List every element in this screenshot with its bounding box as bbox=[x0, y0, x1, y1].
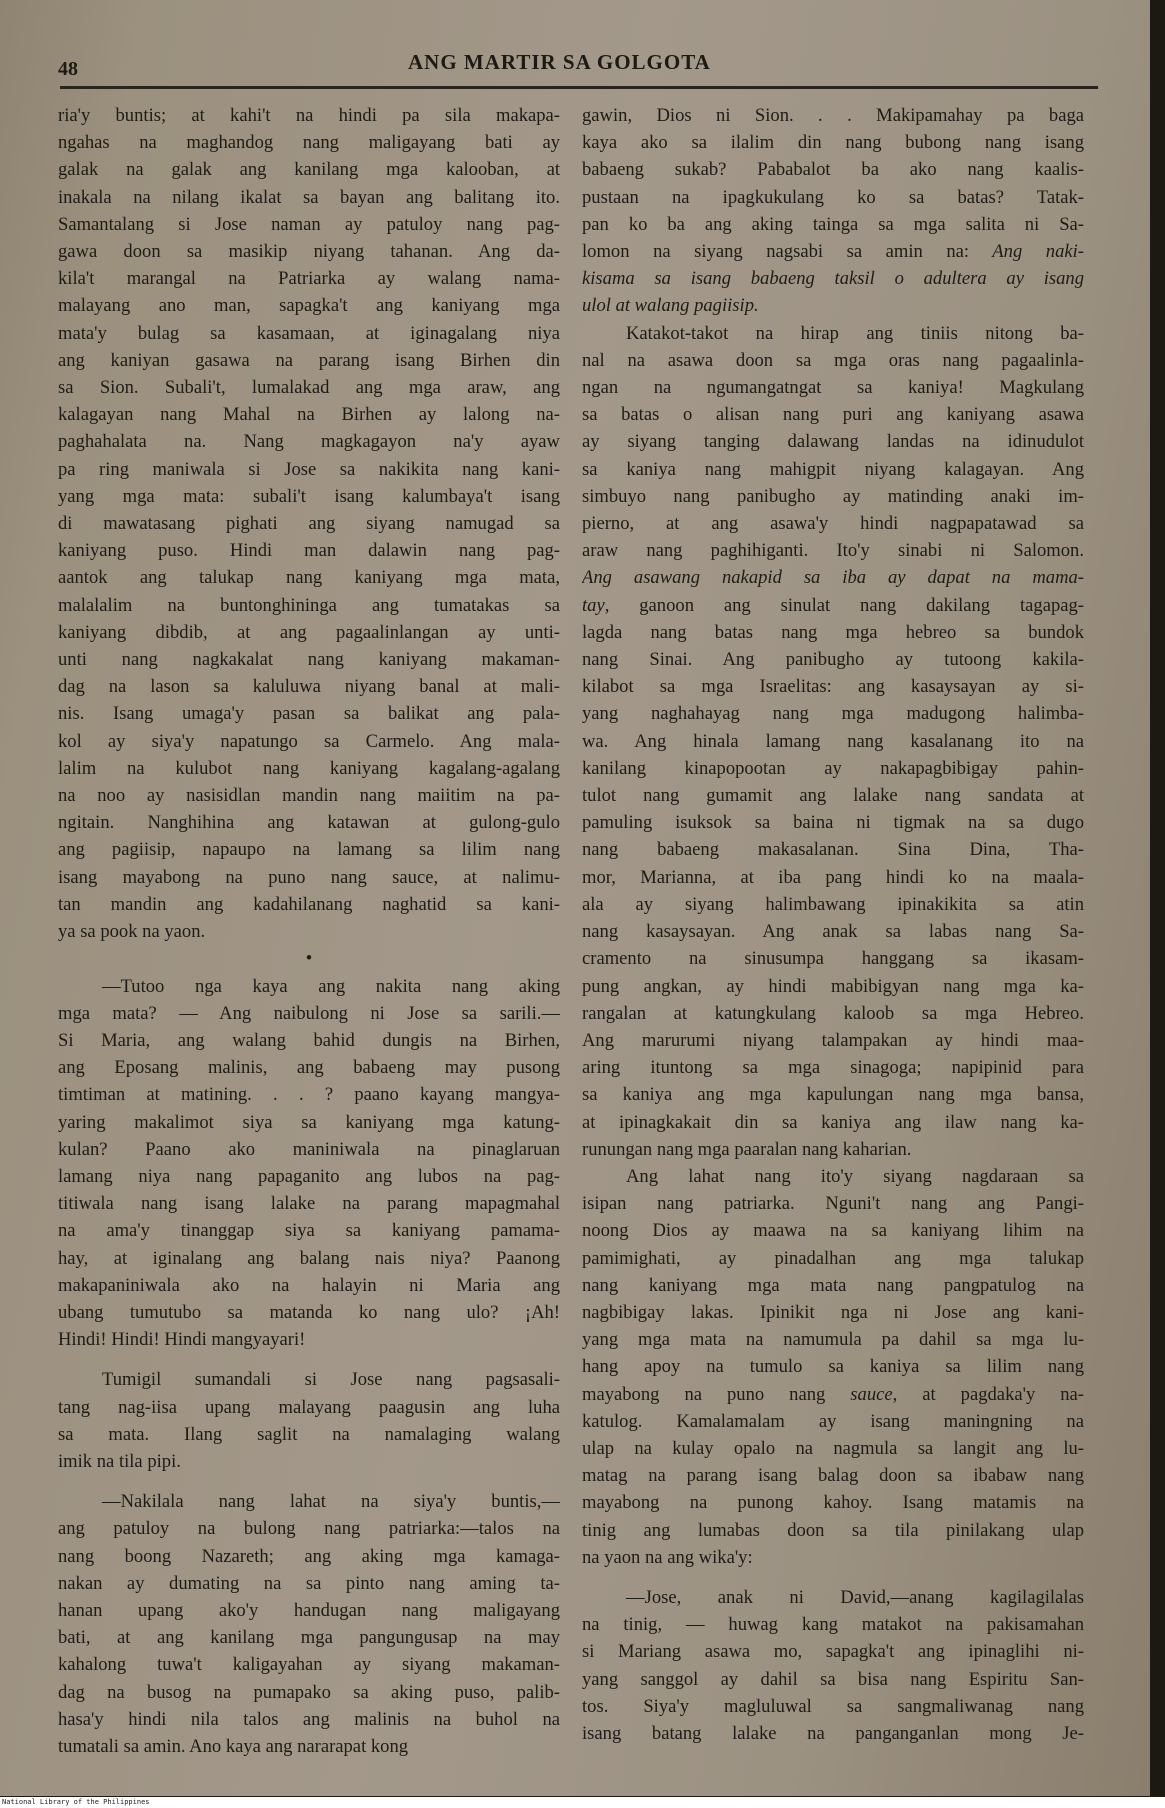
line-text: tan mandin ang kadahilanang naghatid sa kani- bbox=[58, 893, 560, 915]
text-line bbox=[582, 755, 1084, 782]
line-text: yang naghahayag nang mga madugong halimba- bbox=[582, 703, 1084, 725]
text-line bbox=[582, 1326, 1084, 1353]
text-line bbox=[582, 1571, 1084, 1584]
line-text: mata'y bulag sa kasamaan, at iginagalang niya bbox=[58, 322, 560, 344]
line-text: tinig ang lumabas doon sa tila pinilakang ulap bbox=[582, 1519, 1084, 1541]
line-text: bati, at ang kanilang mga pangungusap na may bbox=[58, 1627, 560, 1649]
line-text: nang babaeng makasalanan. Sina Dina, Tha- bbox=[582, 839, 1084, 861]
text-line bbox=[58, 156, 560, 183]
line-text: galak na galak ang kanilang mga kalooban, at bbox=[58, 159, 560, 181]
text-line bbox=[58, 619, 560, 646]
line-text: , ganoon ang sinulat nang dakilang tagapag- bbox=[604, 594, 1084, 616]
text-line bbox=[58, 646, 560, 673]
text-line bbox=[582, 1489, 1084, 1516]
text-line bbox=[582, 1381, 1084, 1408]
page-header bbox=[58, 46, 1098, 86]
text-line bbox=[58, 428, 560, 455]
text-line bbox=[582, 1544, 1084, 1571]
text-line bbox=[582, 891, 1084, 918]
text-line bbox=[58, 1366, 560, 1393]
text-line bbox=[582, 564, 1084, 591]
line-text: ay siyang tanging dalawang landas na idinudulot bbox=[582, 431, 1084, 453]
line-text: kanilang kinapopootan ay nakapagbibigay pahin- bbox=[582, 757, 1084, 779]
italic-text: Ang naki- bbox=[969, 241, 1084, 263]
text-line bbox=[582, 374, 1084, 401]
text-line bbox=[582, 1000, 1084, 1027]
line-text: ya sa pook na yaon. bbox=[58, 921, 206, 943]
line-text: kahalong tuwa't kaligayahan ay siyang makaman- bbox=[58, 1654, 560, 1676]
line-text: imik na tila pipi. bbox=[58, 1450, 181, 1472]
text-line bbox=[582, 728, 1084, 755]
line-text: hang apoy na tumulo sa kaniya sa lilim nang bbox=[582, 1356, 1084, 1378]
text-line bbox=[582, 864, 1084, 891]
text-line bbox=[582, 102, 1084, 129]
line-text: ang pagiisip, napaupo na lamang sa lilim nang bbox=[58, 839, 560, 861]
text-line bbox=[582, 945, 1084, 972]
line-text: nagbibigay lakas. Ipinikit nga ni Jose ang kani- bbox=[582, 1301, 1084, 1323]
text-line bbox=[582, 1408, 1084, 1435]
line-text: pan ko ba ang aking tainga sa mga salita ni Sa- bbox=[582, 213, 1084, 235]
text-line bbox=[58, 1488, 560, 1515]
text-line bbox=[58, 1624, 560, 1651]
text-line bbox=[58, 973, 560, 1000]
text-line bbox=[582, 1245, 1084, 1272]
line-text: noong Dios ay maawa na sa kaniyang lihim na bbox=[582, 1220, 1084, 1242]
text-line bbox=[58, 1027, 560, 1054]
line-text: nang Sinai. Ang panibugho ay tutoong kakila- bbox=[582, 649, 1084, 671]
line-text: yang mga mata: subali't isang kalumbaya't isang bbox=[58, 485, 560, 507]
line-text: titiwala nang isang lalake na parang mapagmahal bbox=[58, 1193, 560, 1215]
text-line bbox=[582, 510, 1084, 537]
text-line bbox=[58, 809, 560, 836]
line-text: nang kaniyang mga mata nang pangpatulog na bbox=[582, 1274, 1084, 1296]
line-text: ria'y buntis; at kahi't na hindi pa sila makapa- bbox=[58, 105, 560, 126]
line-text: dag na lason sa kaluluwa niyang banal at mali- bbox=[58, 676, 560, 698]
line-text: matag na parang isang balag doon sa ibabaw nang bbox=[582, 1465, 1084, 1487]
line-text: si Mariang asawa mo, sapagka't ang ipinaglihi ni- bbox=[582, 1641, 1084, 1663]
line-text: paghahalata na. Nang magkagayon na'y ayaw bbox=[58, 431, 560, 453]
line-text: mayabong na punong kahoy. Isang matamis na bbox=[582, 1492, 1084, 1514]
line-text: katulog. Kamalamalam ay isang maningning na bbox=[582, 1410, 1084, 1432]
page-number: 48 bbox=[58, 58, 78, 80]
text-line bbox=[58, 564, 560, 591]
line-text: simbuyo nang panibugho ay matinding anaki im- bbox=[582, 485, 1084, 507]
text-line bbox=[582, 1611, 1084, 1638]
text-line bbox=[582, 592, 1084, 619]
line-text: ala ay siyang halimbawang ipinakikita sa atin bbox=[582, 893, 1084, 915]
line-text: ang Eposang malinis, ang babaeng may pusong bbox=[58, 1057, 560, 1079]
line-text: lalim na kulubot nang kaniyang kagalang-agalang bbox=[58, 757, 560, 779]
line-text: pamimighati, ay pinadalhan ang mga talukap bbox=[582, 1247, 1084, 1269]
line-text: pierno, at ang asawa'y hindi nagpapatawad sa bbox=[582, 513, 1084, 535]
line-text: hanan upang ako'y handugan nang maligayang bbox=[58, 1599, 560, 1621]
line-text: inakala na nilang ikalat sa bayan ang balitang ito. bbox=[58, 186, 560, 208]
line-text: • bbox=[305, 948, 313, 970]
line-text: malalalim na buntonghininga ang tumatakas sa bbox=[58, 594, 560, 616]
line-text: Ang marurumi niyang talampakan ay hindi maa- bbox=[582, 1029, 1084, 1051]
text-line bbox=[582, 1720, 1084, 1747]
line-text: —Jose, anak ni David,—anang kagilagilalas bbox=[626, 1586, 1084, 1608]
text-line bbox=[582, 265, 1084, 292]
text-line bbox=[58, 836, 560, 863]
text-line bbox=[58, 1679, 560, 1706]
text-line bbox=[58, 1081, 560, 1108]
line-text: pustaan na ipagkukulang ko sa batas? Tatak- bbox=[582, 186, 1084, 208]
line-text: ubang tumutubo sa matanda ko nang ulo? ¡Ah! bbox=[58, 1301, 560, 1323]
line-text: babaeng sukab? Pababalot ba ako nang kaalis- bbox=[582, 159, 1084, 181]
line-text: Hindi! Hindi! Hindi mangyayari! bbox=[58, 1329, 306, 1351]
text-line bbox=[582, 973, 1084, 1000]
line-text: malayang ano man, sapagka't ang kaniyang mga bbox=[58, 295, 560, 317]
line-text: sa batas o alisan nang puri ang kaniyang asawa bbox=[582, 404, 1084, 426]
italic-text: sauce bbox=[825, 1383, 893, 1405]
text-line bbox=[582, 401, 1084, 428]
line-text: kila't marangal na Patriarka ay walang nama- bbox=[58, 268, 560, 290]
text-line bbox=[58, 1272, 560, 1299]
text-line bbox=[582, 456, 1084, 483]
text-line bbox=[582, 673, 1084, 700]
line-text: timtiman at matining. . . ? paano kayang mangya- bbox=[58, 1084, 560, 1106]
text-line bbox=[58, 129, 560, 156]
line-text: yang mga mata na namumula pa dahil sa mga lu- bbox=[582, 1329, 1084, 1351]
text-line bbox=[582, 428, 1084, 455]
text-line bbox=[582, 700, 1084, 727]
text-line bbox=[58, 292, 560, 319]
text-line bbox=[582, 1666, 1084, 1693]
text-line bbox=[582, 1163, 1084, 1190]
text-line bbox=[58, 1475, 560, 1488]
line-text: gawin, Dios ni Sion. . . Makipamahay pa baga bbox=[582, 105, 1084, 126]
right-column bbox=[582, 102, 1084, 1747]
text-line bbox=[58, 673, 560, 700]
line-text: kol ay siya'y napatungo sa Carmelo. Ang mala- bbox=[58, 730, 560, 752]
text-line bbox=[582, 1054, 1084, 1081]
line-text: Si Maria, ang walang bahid dungis na Birhen, bbox=[58, 1029, 560, 1051]
line-text: mor, Marianna, at iba pang hindi ko na maala- bbox=[582, 866, 1084, 888]
line-text: ngahas na maghandog nang maligayang bati ay bbox=[58, 132, 560, 154]
line-text: runungan nang mga paaralan nang kaharian. bbox=[582, 1138, 912, 1160]
line-text: nang kasaysayan. Ang anak sa labas nang Sa- bbox=[582, 921, 1084, 943]
line-text: aring ituntong sa mga sinagoga; napipinid para bbox=[582, 1057, 1084, 1079]
line-text: —Tutoo nga kaya ang nakita nang aking bbox=[102, 975, 560, 997]
line-text: na tinig, — huwag kang matakot na pakisamahan bbox=[582, 1614, 1084, 1636]
italic-text: ulol at walang pagiisip. bbox=[582, 295, 759, 317]
text-line bbox=[58, 945, 560, 972]
text-line bbox=[58, 1109, 560, 1136]
line-text: araw nang paghihiganti. Ito'y sinabi ni Salomon. bbox=[582, 540, 1084, 562]
text-line bbox=[58, 1515, 560, 1542]
text-line bbox=[582, 1517, 1084, 1544]
line-text: cramento na sinusumpa hanggang sa ikasam- bbox=[582, 948, 1084, 970]
text-line bbox=[582, 1584, 1084, 1611]
text-line bbox=[58, 510, 560, 537]
line-text: nis. Isang umaga'y pasan sa balikat ang pala- bbox=[58, 703, 560, 725]
text-line bbox=[58, 1326, 560, 1353]
line-text: makapaniniwala ako na halayin ni Maria ang bbox=[58, 1274, 560, 1296]
line-text: kulan? Paano ako maniniwala na pinaglaruan bbox=[58, 1138, 560, 1160]
text-line bbox=[582, 238, 1084, 265]
line-text: nang boong Nazareth; ang aking mga kamaga- bbox=[58, 1545, 560, 1567]
text-line bbox=[58, 456, 560, 483]
line-text: sa kaniya ang mga kapulungan nang mga bansa, bbox=[582, 1084, 1084, 1106]
text-line bbox=[58, 1054, 560, 1081]
text-line bbox=[58, 1394, 560, 1421]
text-line bbox=[58, 1299, 560, 1326]
text-line bbox=[582, 156, 1084, 183]
text-line bbox=[58, 918, 560, 945]
line-text: lagda nang batas nang mga hebreo sa bundok bbox=[582, 621, 1084, 643]
text-line bbox=[58, 1733, 560, 1760]
text-line bbox=[582, 1272, 1084, 1299]
text-line bbox=[582, 809, 1084, 836]
line-text: na yaon na ang wika'y: bbox=[582, 1546, 753, 1568]
text-line bbox=[582, 1217, 1084, 1244]
text-line bbox=[58, 1217, 560, 1244]
text-line bbox=[582, 1638, 1084, 1665]
text-line bbox=[58, 265, 560, 292]
text-line bbox=[58, 320, 560, 347]
line-text: mayabong na puno nang bbox=[582, 1383, 826, 1405]
text-line bbox=[582, 184, 1084, 211]
line-text: pamuling isuksok sa baina ni tigmak na sa dugo bbox=[582, 812, 1084, 834]
text-line bbox=[582, 1299, 1084, 1326]
text-line bbox=[58, 1245, 560, 1272]
line-text: kaniyang puso. Hindi man dalawin nang pag- bbox=[58, 540, 560, 562]
text-line bbox=[58, 211, 560, 238]
italic-text: kisama sa isang babaeng taksil o adultera ay isang bbox=[582, 268, 1084, 290]
line-text: Samantalang si Jose naman ay patuloy nang pag- bbox=[58, 213, 560, 235]
text-line bbox=[582, 836, 1084, 863]
text-line bbox=[58, 1448, 560, 1475]
line-text: isang batang lalake na panganganlan mong Je- bbox=[582, 1722, 1084, 1744]
text-line bbox=[58, 1000, 560, 1027]
line-text: pa ring maniwala si Jose sa nakikita nang kani- bbox=[58, 458, 560, 480]
text-line bbox=[582, 1693, 1084, 1720]
text-line bbox=[58, 401, 560, 428]
text-line bbox=[58, 483, 560, 510]
text-line bbox=[58, 1651, 560, 1678]
text-line bbox=[58, 238, 560, 265]
text-line bbox=[582, 292, 1084, 319]
line-text: na noo ay nasisidlan mandin nang maiitim na pa- bbox=[58, 785, 560, 807]
text-line bbox=[58, 1543, 560, 1570]
line-text: kaniyang dibdib, at ang pagaalinlangan ay unti- bbox=[58, 621, 560, 643]
line-text: isang mayabong na puno nang sauce, at nalimu- bbox=[58, 866, 560, 888]
line-text: hay, at iginalang ang balang nais niya? Paanong bbox=[58, 1247, 560, 1269]
line-text: Katakot-takot na hirap ang tiniis nitong ba- bbox=[626, 322, 1084, 344]
text-line bbox=[582, 483, 1084, 510]
text-line bbox=[58, 1163, 560, 1190]
library-credit: National Library of the Philippines bbox=[0, 1797, 1165, 1808]
line-text: ngitain. Nanghihina ang katawan at gulong-gulo bbox=[58, 812, 560, 834]
line-text: hasa'y hindi nila talos ang malinis na buhol na bbox=[58, 1708, 560, 1730]
text-line bbox=[58, 891, 560, 918]
italic-text: Ang asawang nakapid sa iba ay dapat na mama- bbox=[582, 567, 1084, 589]
line-text: wa. Ang hinala lamang nang kasalanang ito na bbox=[582, 730, 1084, 752]
line-text: kilabot sa mga Israelitas: ang kasaysayan ay si- bbox=[582, 676, 1084, 698]
line-text: mga mata? — Ang naibulong ni Jose sa sarili.— bbox=[58, 1002, 560, 1024]
text-line bbox=[582, 1136, 1084, 1163]
text-line bbox=[58, 755, 560, 782]
header-rule bbox=[60, 86, 1098, 89]
line-text: sa kaniya nang mahigpit niyang kalagayan. Ang bbox=[582, 458, 1084, 480]
text-line bbox=[58, 102, 560, 129]
text-line bbox=[582, 1109, 1084, 1136]
line-text: ang kaniyan gasawa na parang isang Birhen din bbox=[58, 349, 560, 371]
line-text: dag na busog na pumapako sa aking puso, palib- bbox=[58, 1681, 560, 1703]
line-text: Tumigil sumandali si Jose nang pagsasali- bbox=[102, 1369, 560, 1391]
line-text: unti nang nagkakalat nang kaniyang makaman- bbox=[58, 649, 560, 671]
line-text: kalagayan nang Mahal na Birhen ay lalong na- bbox=[58, 404, 560, 426]
text-line bbox=[582, 1081, 1084, 1108]
text-line bbox=[582, 129, 1084, 156]
text-line bbox=[582, 1462, 1084, 1489]
text-line bbox=[582, 619, 1084, 646]
line-text: yaring makalimot siya sa kaniyang mga katung- bbox=[58, 1111, 560, 1133]
text-line bbox=[58, 1706, 560, 1733]
line-text: na ama'y tinanggap siya sa kaniyang pamama- bbox=[58, 1220, 560, 1242]
line-text: nal na asawa doon sa mga oras nang pagaalinla- bbox=[582, 349, 1084, 371]
line-text: isipan nang patriarka. Nguni't nang ang Pangi- bbox=[582, 1193, 1084, 1215]
text-line bbox=[582, 537, 1084, 564]
line-text: di mawatasang pighati ang siyang namugad sa bbox=[58, 513, 560, 535]
text-line bbox=[582, 782, 1084, 809]
line-text: ngan na ngumangatngat sa kaniya! Magkulang bbox=[582, 377, 1084, 399]
text-line bbox=[58, 537, 560, 564]
line-text: , at pagdaka'y na- bbox=[892, 1383, 1084, 1405]
line-text: —Nakilala nang lahat na siya'y buntis,— bbox=[102, 1491, 560, 1513]
text-line bbox=[58, 1353, 560, 1366]
text-line bbox=[582, 1027, 1084, 1054]
running-title: ANG MARTIR SA GOLGOTA bbox=[408, 50, 711, 74]
line-text: tos. Siya'y magluluwal sa sangmaliwanag nang bbox=[582, 1695, 1084, 1717]
text-line bbox=[582, 646, 1084, 673]
italic-text: tay bbox=[582, 594, 605, 616]
text-line bbox=[58, 592, 560, 619]
text-line bbox=[58, 1570, 560, 1597]
text-line bbox=[58, 1190, 560, 1217]
line-text: lamang niya nang papaganito ang lubos na pag- bbox=[58, 1165, 560, 1187]
line-text: pung angkan, ay hindi mabibigyan nang mga ka- bbox=[582, 975, 1084, 997]
line-text: lomon na siyang nagsabi sa amin na: bbox=[582, 241, 970, 263]
text-line bbox=[58, 782, 560, 809]
line-text: nakan ay dumating na sa pinto nang aming ta- bbox=[58, 1572, 560, 1594]
line-text: tumatali sa amin. Ano kaya ang nararapat kong bbox=[58, 1735, 409, 1757]
text-line bbox=[58, 184, 560, 211]
left-column bbox=[58, 102, 560, 1760]
line-text: sa Sion. Subali't, lumalakad ang mga araw, ang bbox=[58, 377, 560, 399]
text-line bbox=[582, 918, 1084, 945]
line-text: tulot nang gumamit ang lalake nang sandata at bbox=[582, 785, 1084, 807]
text-line bbox=[58, 728, 560, 755]
line-text: tang nag-iisa upang malayang paagusin ang luha bbox=[58, 1396, 560, 1418]
text-line bbox=[58, 347, 560, 374]
line-text: at ipinagkakait din sa kaniya ang ilaw nang ka- bbox=[582, 1111, 1084, 1133]
line-text: kaya ako sa ilalim din nang bubong nang isang bbox=[582, 132, 1084, 154]
line-text: rangalan at katungkulang kaloob sa mga Hebreo. bbox=[582, 1002, 1084, 1024]
line-text: ulap na kulay opalo na nagmula sa langit ang lu- bbox=[582, 1437, 1084, 1459]
line-text: sa mata. Ilang saglit na namalaging walang bbox=[58, 1423, 560, 1445]
line-text: gawa doon sa masikip niyang tahanan. Ang da- bbox=[58, 241, 560, 263]
text-line bbox=[582, 320, 1084, 347]
line-text: Ang lahat nang ito'y siyang nagdaraan sa bbox=[626, 1165, 1084, 1187]
line-text: yang sanggol ay dahil sa bisa nang Espiritu San- bbox=[582, 1668, 1084, 1690]
text-line bbox=[58, 1136, 560, 1163]
text-line bbox=[58, 700, 560, 727]
text-line bbox=[58, 1597, 560, 1624]
text-line bbox=[58, 1421, 560, 1448]
line-text: ang patuloy na bulong nang patriarka:—talos na bbox=[58, 1518, 560, 1540]
line-text: aantok ang talukap nang kaniyang mga mata, bbox=[58, 567, 560, 589]
text-line bbox=[58, 864, 560, 891]
text-line bbox=[582, 1435, 1084, 1462]
text-line bbox=[58, 374, 560, 401]
text-line bbox=[582, 211, 1084, 238]
text-line bbox=[582, 347, 1084, 374]
text-line bbox=[582, 1190, 1084, 1217]
text-line bbox=[582, 1353, 1084, 1380]
